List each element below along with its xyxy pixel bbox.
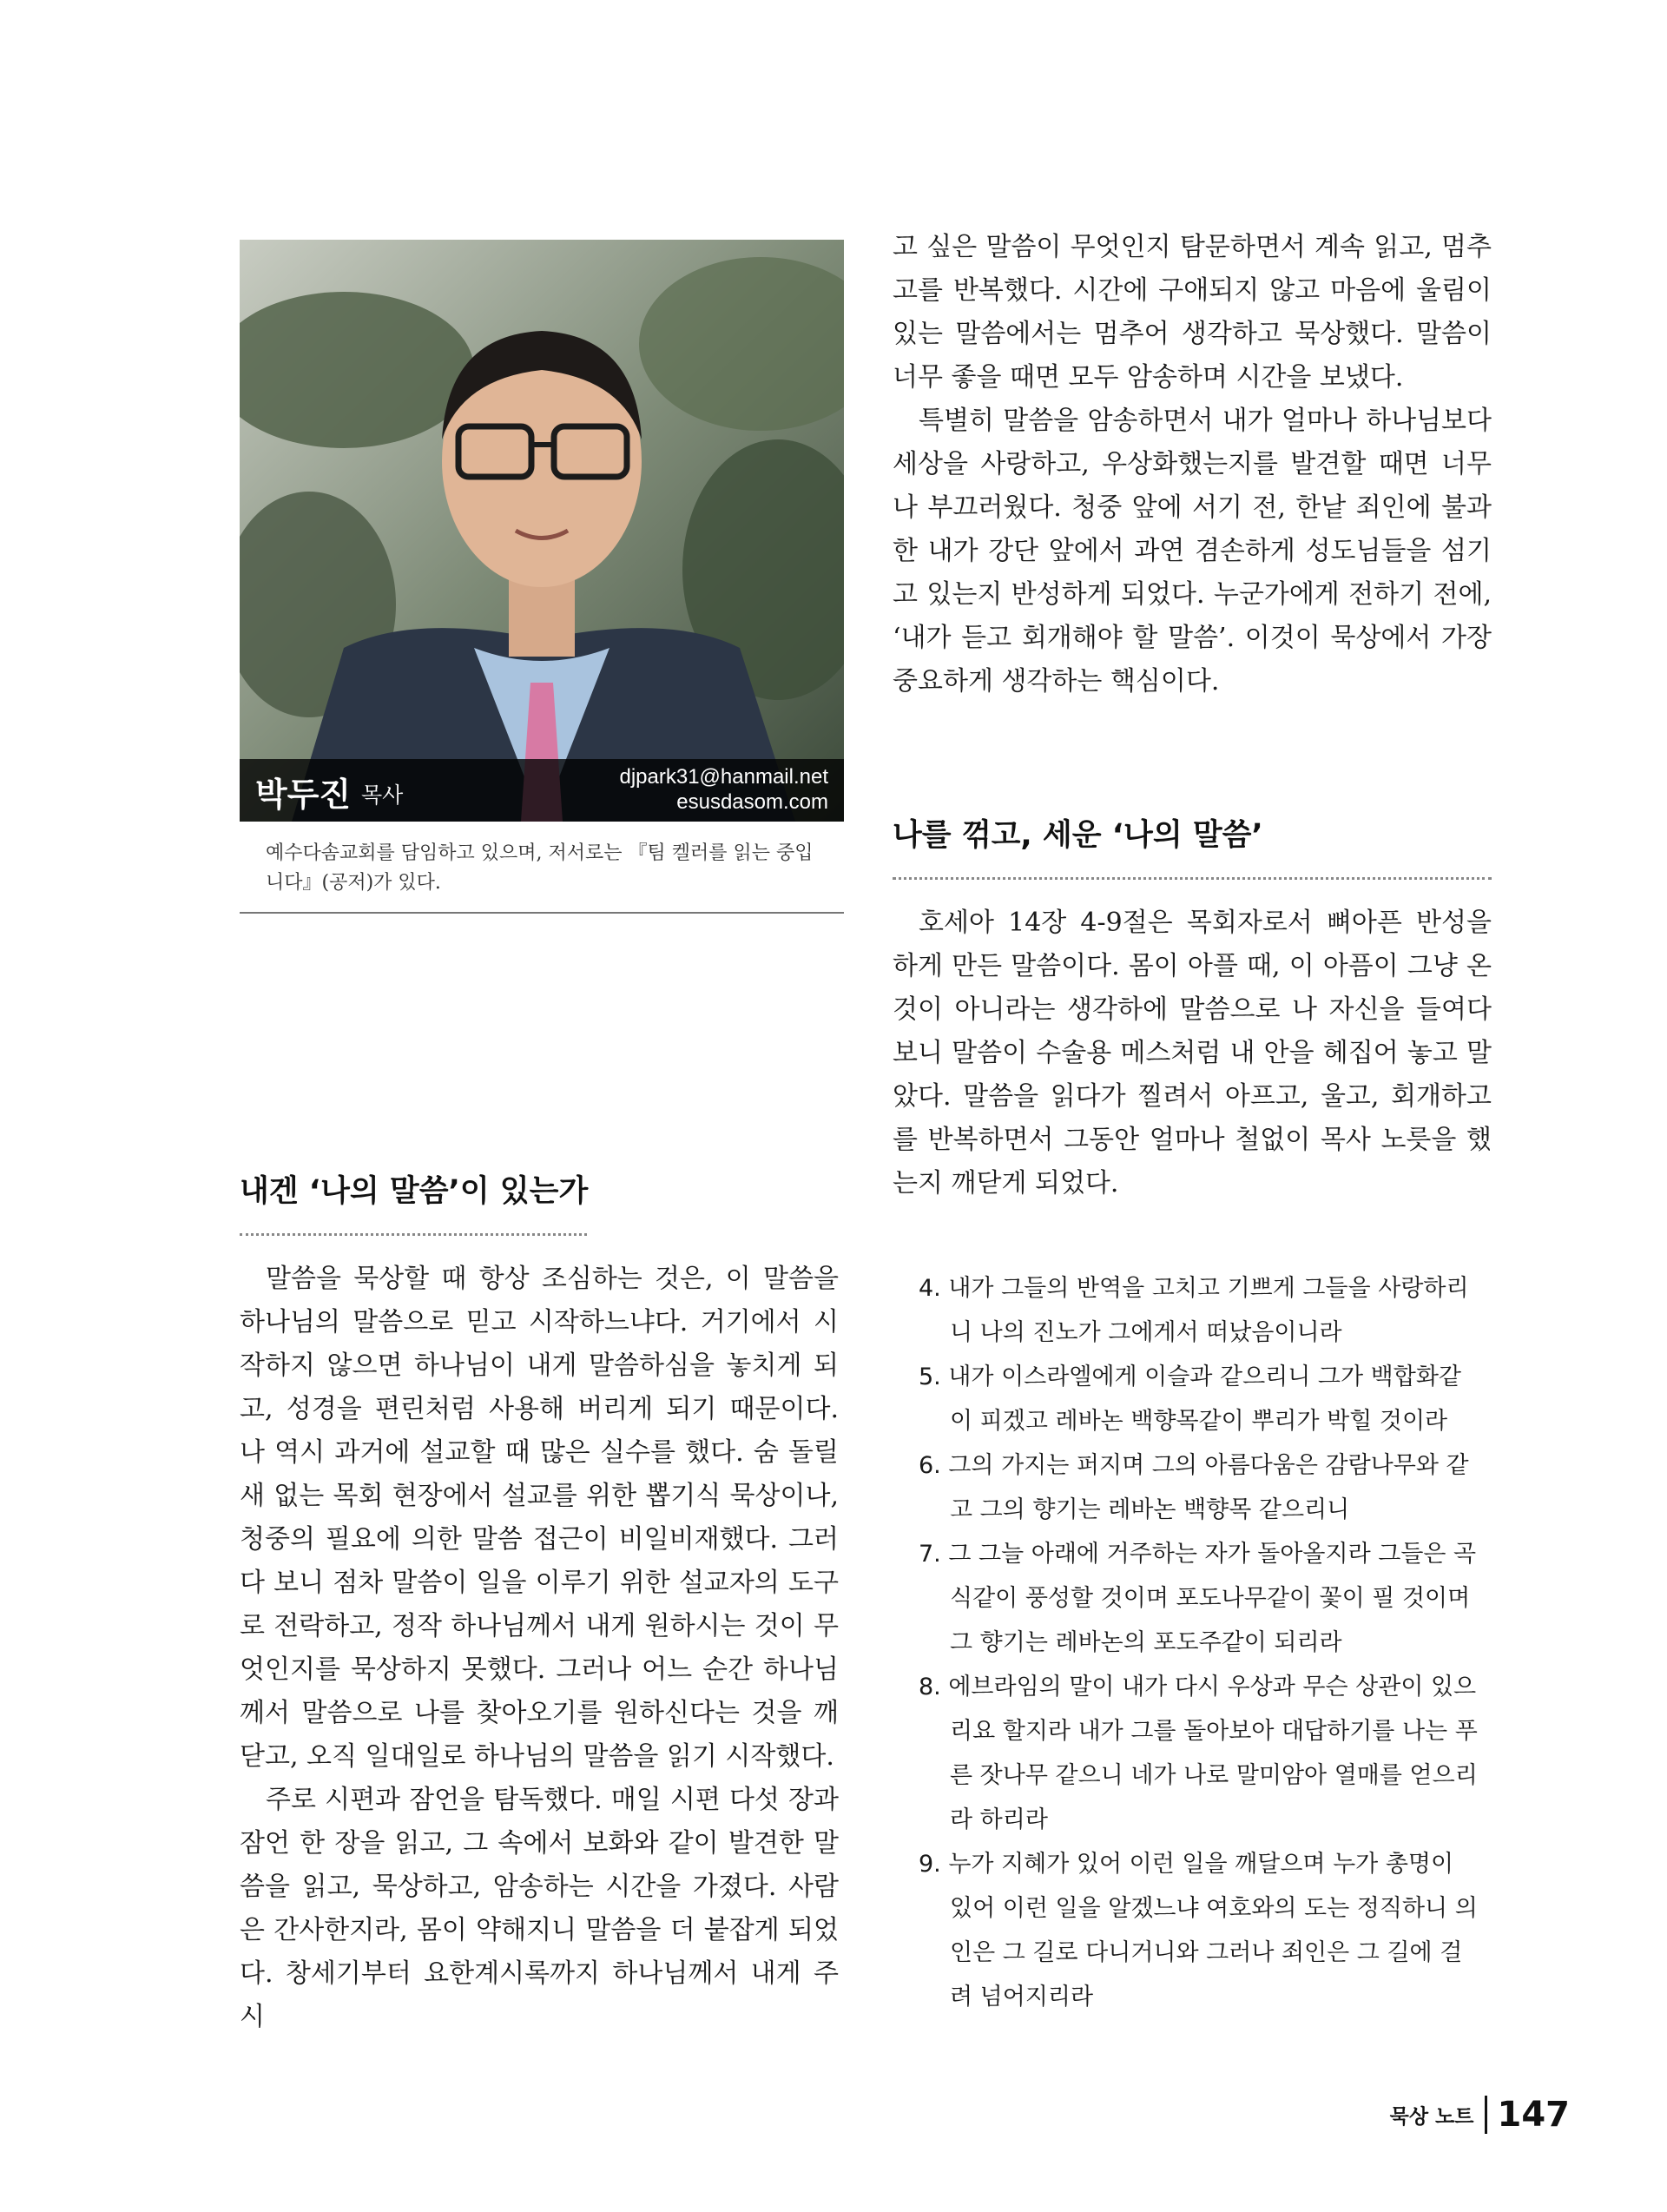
page-number: 147 [1497,2095,1570,2135]
author-bio: 예수다솜교회를 담임하고 있으며, 저서로는 『팀 켈러를 읽는 중입니다』(공저)가 있다. [266,842,814,894]
verse-6: 6. 그의 가지는 퍼지며 그의 아름다움은 감람나무와 같고 그의 향기는 레바논 백향목 같으리니 [919,1452,1469,1523]
name-bar [240,759,844,822]
author-title: 목사 [361,782,404,808]
author-website[interactable]: esusdasom.com [676,790,828,814]
continued-paragraph: 고 싶은 말씀이 무엇인지 탐문하면서 계속 읽고, 멈추고를 반복했다. 시간에 구애되지 않고 마음에 울림이 있는 말씀에서는 멈추어 생각하고 묵상했다. 말씀이 너무 좋을 때면 모두 암송하며 시간을 보냈다. [893,232,1492,393]
author-email[interactable]: djpark31@hanmail.net [619,765,828,789]
portrait-illustration [240,240,844,822]
author-contacts [619,764,828,815]
right-column-body [893,226,1492,703]
section1-divider [240,1233,587,1236]
section1-heading: 내겐 ‘나의 말씀’이 있는가 [240,1174,589,1209]
verse-4: 4. 내가 그들의 반역을 고치고 기쁘게 그들을 사랑하리니 나의 진노가 그에게서 떠났음이니라 [919,1275,1469,1346]
section2-paragraph-1: 호세아 14장 4-9절은 목회자로서 뼈아픈 반성을 하게 만든 말씀이다. 몸이 아플 때, 이 아픔이 그냥 온 것이 아니라는 생각하에 말씀으로 나 자신을 들여다보니 말씀이 수술용 메스처럼 내 안을 헤집어 놓고 말았다. 말씀을 읽다가 찔려서 아프고, 울고, 회개하고를 반복하면서 그동안 얼마나 철없이 목사 노릇을 했는지 깨닫게 되었다. [893,908,1492,1198]
folio-divider [1485,2096,1487,2134]
verse-7: 7. 그 그늘 아래에 거주하는 자가 돌아올지라 그들은 곡식같이 풍성할 것이며 포도나무같이 꽃이 필 것이며 그 향기는 레바논의 포도주같이 되리라 [919,1541,1477,1656]
author-photo [240,240,844,822]
section2-body [893,901,1492,1205]
page-folio [1390,2095,1570,2138]
author-name: 박두진 [255,776,352,814]
verse-5: 5. 내가 이스라엘에게 이슬과 같으리니 그가 백합화같이 피겠고 레바논 백향목같이 뿌리가 박힐 것이라 [919,1364,1461,1435]
verse-8: 8. 에브라임의 말이 내가 다시 우상과 무슨 상관이 있으리요 할지라 내가 그를 돌아보아 대답하기를 나는 푸른 잣나무 같으니 네가 나로 말미암아 열매를 얻으리라 하리라 [919,1674,1478,1833]
section1-paragraph-2: 주로 시편과 잠언을 탐독했다. 매일 시편 다섯 장과 잠언 한 장을 읽고, 그 속에서 보화와 같이 발견한 말씀을 읽고, 묵상하고, 암송하는 시간을 가졌다. 사람은 간사한지라, 몸이 약해지니 말씀을 더 붙잡게 되었다. 창세기부터 요한계시록까지 하나님께서 내게 주시 [240,1785,839,2032]
section2-divider [893,877,1492,880]
scripture-verses [919,1266,1483,2019]
section1-body [240,1258,839,2039]
verse-9: 9. 누가 지혜가 있어 이런 일을 깨달으며 누가 총명이 있어 이런 일을 알겠느냐 여호와의 도는 정직하니 의인은 그 길로 다니거니와 그러나 죄인은 그 길에 걸려 넘어지리라 [919,1851,1478,2011]
right-paragraph-2: 특별히 말씀을 암송하면서 내가 얼마나 하나님보다 세상을 사랑하고, 우상화했는지를 발견할 때면 너무나 부끄러웠다. 청중 앞에 서기 전, 한낱 죄인에 불과한 내가 강단 앞에서 과연 겸손하게 성도님들을 섬기고 있는지 반성하게 되었다. 누군가에게 전하기 전에, ‘내가 듣고 회개해야 할 말씀’. 이것이 묵상에서 가장 중요하게 생각하는 핵심이다. [893,406,1492,697]
section-label: 묵상 노트 [1389,2105,1474,2129]
section2-heading: 나를 꺾고, 세운 ‘나의 말씀’ [893,818,1263,853]
bio-divider [240,912,844,914]
section1-paragraph-1: 말씀을 묵상할 때 항상 조심하는 것은, 이 말씀을 하나님의 말씀으로 믿고 시작하느냐다. 거기에서 시작하지 않으면 하나님이 내게 말씀하심을 놓치게 되고, 성경을 편린처럼 사용해 버리게 되기 때문이다. 나 역시 과거에 설교할 때 많은 실수를 했다. 숨 돌릴 새 없는 목회 현장에서 설교를 위한 뽑기식 묵상이나, 청중의 필요에 의한 말씀 접근이 비일비재했다. 그러다 보니 점차 말씀이 일을 이루기 위한 설교자의 도구로 전락하고, 정작 하나님께서 내게 원하시는 것이 무엇인지를 묵상하지 못했다. 그러나 어느 순간 하나님께서 말씀으로 나를 찾아오기를 원하신다는 것을 깨닫고, 오직 일대일로 하나님의 말씀을 읽기 시작했다. [240,1264,839,1772]
